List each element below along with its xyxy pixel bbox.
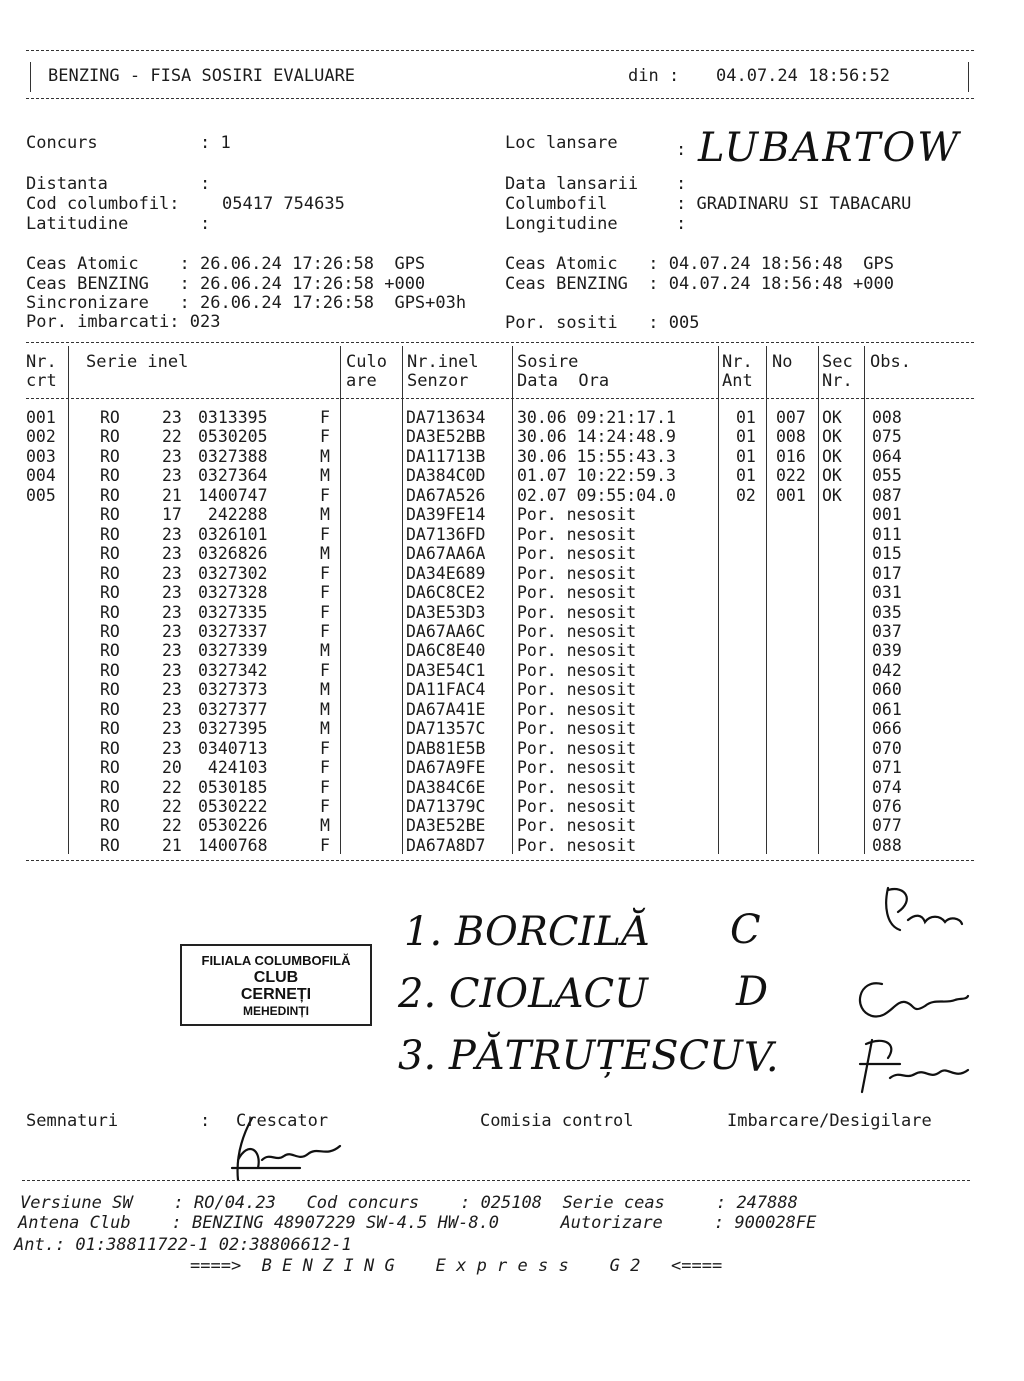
cell-tara: RO [100,777,120,797]
cell-inel: 0327388 [198,446,268,466]
cell-nr-crt: 002 [26,427,56,447]
cell-sex: F [320,835,330,855]
cell-nr-ant: 01 [736,408,756,427]
cell-obs: 076 [872,797,902,816]
th-no: No [772,352,793,372]
cell-an: 23 [162,699,182,719]
club-stamp [180,944,372,1026]
cell-senzor: DA3E52BB [406,427,486,447]
cell-tara: RO [100,485,120,505]
cell-sosire: 30.06 14:24:48.9 [517,427,676,447]
th-sec-nr: Nr. [822,371,853,391]
cell-inel: 0530205 [198,427,268,447]
signature-3 [860,1040,968,1092]
cell-tara: RO [100,660,120,680]
cell-sex: F [320,777,330,797]
cell-sosire: Por. nesosit [517,816,637,836]
loc-lansare-handwritten: LUBARTOW [698,125,961,171]
cell-inel: 0327335 [198,602,268,622]
cell-senzor: DA39FE14 [406,505,486,525]
ceas-atomic-end: Ceas Atomic : 04.07.24 18:56:48 GPS [505,254,894,274]
th-nr-ant: Nr. [722,352,753,372]
cell-senzor: DA11FAC4 [406,680,486,700]
cell-an: 21 [162,485,182,505]
cell-sosire: Por. nesosit [517,524,637,544]
cell-an: 17 [162,505,182,525]
comisia-control-label: Comisia control [480,1111,634,1131]
cell-no: 007 [776,408,806,427]
cell-senzor: DA71379C [406,797,486,816]
cell-sex: M [320,505,330,525]
cell-obs: 055 [872,466,902,486]
handwritten-initial-3: V. [744,1035,779,1081]
cell-an: 23 [162,446,182,466]
cell-no: 016 [776,446,806,466]
cell-sex: F [320,524,330,544]
cell-tara: RO [100,505,120,525]
cell-inel: 1400768 [198,835,268,855]
cell-nr-ant: 02 [736,485,756,505]
cell-sosire: Por. nesosit [517,758,637,778]
cell-obs: 017 [872,563,902,583]
footer-rule [22,1180,970,1181]
signature-2 [860,983,968,1016]
latitudine-value: : [200,214,211,234]
cell-an: 23 [162,738,182,758]
cell-an: 22 [162,816,182,836]
handwritten-name-2: 2. CIOLACU [398,971,648,1017]
cell-sex: M [320,446,330,466]
cell-an: 23 [162,583,182,603]
cell-senzor: DA67A9FE [406,758,486,778]
header-bottom-rule [26,98,974,99]
cell-sosire: 30.06 09:21:17.1 [517,408,676,427]
cell-senzor: DAB81E5B [406,738,486,758]
th-sec: Sec [822,352,853,372]
cell-an: 20 [162,758,182,778]
cell-inel: 0327342 [198,660,268,680]
cell-sosire: Por. nesosit [517,621,637,641]
cell-an: 23 [162,544,182,564]
cell-inel: 0327395 [198,719,268,739]
cell-an: 23 [162,719,182,739]
col-divider [718,346,719,854]
cell-obs: 039 [872,641,902,661]
cell-tara: RO [100,621,120,641]
cell-sosire: Por. nesosit [517,602,637,622]
cell-sosire: Por. nesosit [517,660,637,680]
longitudine-label: Longitudine [505,214,618,234]
data-lansarii-label: Data lansarii [505,174,639,194]
cell-sec: OK [822,427,842,447]
cell-sex: F [320,738,330,758]
cell-obs: 066 [872,719,902,739]
ceas-benzing-end: Ceas BENZING : 04.07.24 18:56:48 +000 [505,274,894,294]
ceas-atomic-start: Ceas Atomic : 26.06.24 17:26:58 GPS [26,254,426,274]
concurs-label: Concurs [26,133,98,153]
cell-inel: 0327364 [198,466,268,486]
cell-sex: F [320,621,330,641]
cell-inel: 0313395 [198,408,268,427]
cell-obs: 064 [872,446,902,466]
cell-tara: RO [100,427,120,447]
th-ant: Ant [722,371,753,391]
cell-inel: 424103 [198,758,268,778]
cell-an: 22 [162,797,182,816]
semnaturi-label: Semnaturi [26,1111,119,1131]
cell-tara: RO [100,797,120,816]
porumbei-sositi: Por. sositi : 005 [505,313,700,333]
cell-sosire: Por. nesosit [517,563,637,583]
cell-senzor: DA67A41E [406,699,486,719]
cell-sex: F [320,485,330,505]
crescator-label: Crescator [236,1111,329,1131]
cell-nr-crt: 001 [26,408,56,427]
imbarcare-label: Imbarcare/Desigilare [727,1111,932,1131]
footer-antena: Antena Club : BENZING 48907229 SW-4.5 HW-8.0 Autorizare : 900028FE [18,1213,817,1233]
cell-senzor: DA6C8CE2 [406,583,486,603]
cell-obs: 011 [872,524,902,544]
concurs-value: : 1 [200,133,231,153]
cell-nr-ant: 01 [736,427,756,447]
cell-tara: RO [100,719,120,739]
stamp-line-1: FILIALA COLUMBOFILĂ [201,953,351,968]
cell-senzor: DA67A526 [406,485,486,505]
cell-tara: RO [100,408,120,427]
cell-inel: 0340713 [198,738,268,758]
cell-sec: OK [822,485,842,505]
ceas-benzing-start: Ceas BENZING : 26.06.24 17:26:58 +000 [26,274,426,294]
cell-senzor: DA3E54C1 [406,660,486,680]
cell-tara: RO [100,602,120,622]
col-divider [864,346,865,854]
cell-inel: 0530185 [198,777,268,797]
th-nr-inel: Nr.inel [407,352,479,372]
footer-brand: ====> B E N Z I N G E x p r e s s G 2 <==== [190,1256,723,1276]
cell-tara: RO [100,758,120,778]
cell-no: 008 [776,427,806,447]
cell-sex: F [320,660,330,680]
cell-senzor: DA384C6E [406,777,486,797]
cell-tara: RO [100,680,120,700]
cell-senzor: DA34E689 [406,563,486,583]
cell-sosire: 30.06 15:55:43.3 [517,446,676,466]
cell-sosire: Por. nesosit [517,738,637,758]
cell-sosire: Por. nesosit [517,505,637,525]
cell-obs: 001 [872,505,902,525]
cell-senzor: DA6C8E40 [406,641,486,661]
signature-1 [886,888,962,930]
distanta-value: : [200,174,211,194]
cell-an: 21 [162,835,182,855]
cell-sex: F [320,797,330,816]
loc-lansare-sep: : [676,140,687,160]
cell-nr-crt: 003 [26,446,56,466]
col-divider [818,346,819,854]
cell-sosire: Por. nesosit [517,544,637,564]
cell-inel: 0530222 [198,797,268,816]
cell-senzor: DA384C0D [406,466,486,486]
cell-senzor: DA67A8D7 [406,835,486,855]
cell-sex: M [320,680,330,700]
columbofil-value: : GRADINARU SI TABACARU [676,194,912,214]
cell-an: 23 [162,621,182,641]
cell-inel: 0530226 [198,816,268,836]
cell-an: 23 [162,563,182,583]
latitudine-label: Latitudine [26,214,129,234]
th-nr: Nr. [26,352,57,372]
cell-senzor: DA713634 [406,408,486,427]
header-left-border [30,62,31,92]
cell-tara: RO [100,544,120,564]
cell-obs: 071 [872,758,902,778]
cell-obs: 088 [872,835,902,855]
porumbei-imbarcati: Por. imbarcati: 023 [26,312,221,332]
cell-nr-crt: 005 [26,485,56,505]
stamp-line-3: CERNEȚI [240,986,312,1003]
cell-sex: M [320,699,330,719]
handwritten-initial-2: D [736,969,769,1015]
cell-tara: RO [100,563,120,583]
cell-inel: 0327302 [198,563,268,583]
footer-ant: Ant.: 01:38811722-1 02:38806612-1 [14,1235,352,1255]
cod-columbofil-label: Cod columbofil: [26,194,180,214]
table-bottom-rule [26,860,974,861]
cell-tara: RO [100,583,120,603]
cell-tara: RO [100,524,120,544]
cell-inel: 0327328 [198,583,268,603]
loc-lansare-label: Loc lansare [505,133,618,153]
col-divider [402,346,403,854]
cell-sosire: Por. nesosit [517,835,637,855]
cell-obs: 077 [872,816,902,836]
cell-inel: 0327377 [198,699,268,719]
cell-senzor: DA67AA6A [406,544,486,564]
cell-nr-ant: 01 [736,466,756,486]
th-obs: Obs. [870,352,911,372]
cell-senzor: DA3E53D3 [406,602,486,622]
cell-sec: OK [822,408,842,427]
cell-obs: 087 [872,485,902,505]
report-date-value: 04.07.24 18:56:52 [716,66,890,86]
cell-obs: 075 [872,427,902,447]
cell-tara: RO [100,699,120,719]
cell-sosire: Por. nesosit [517,797,637,816]
cell-sex: F [320,602,330,622]
cod-columbofil-value: 05417 754635 [222,194,345,214]
data-lansarii-value: : [676,174,687,194]
cell-sex: M [320,641,330,661]
cell-an: 23 [162,466,182,486]
cell-sex: F [320,583,330,603]
cell-sosire: Por. nesosit [517,777,637,797]
th-crt: crt [26,371,57,391]
th-culoare-2: are [346,371,377,391]
cell-senzor: DA7136FD [406,524,486,544]
cell-an: 23 [162,524,182,544]
report-date-label: din : [628,66,680,86]
cell-inel: 0326101 [198,524,268,544]
cell-sex: M [320,816,330,836]
report-title: BENZING - FISA SOSIRI EVALUARE [48,66,356,86]
cell-senzor: DA67AA6C [406,621,486,641]
cell-nr-crt: 004 [26,466,56,486]
cell-sex: F [320,408,330,427]
cell-no: 001 [776,485,806,505]
stamp-line-2: CLUB [253,969,299,986]
cell-sex: F [320,758,330,778]
cell-obs: 042 [872,660,902,680]
cell-inel: 0327373 [198,680,268,700]
cell-senzor: DA3E52BE [406,816,486,836]
cell-inel: 0327339 [198,641,268,661]
cell-sosire: 02.07 09:55:04.0 [517,485,676,505]
cell-sosire: 01.07 10:22:59.3 [517,466,676,486]
handwritten-name-3: 3. PĂTRUȚESCU [398,1033,743,1079]
cell-an: 23 [162,660,182,680]
cell-no: 022 [776,466,806,486]
cell-obs: 061 [872,699,902,719]
th-data-ora: Data Ora [517,371,610,391]
cell-inel: 242288 [198,505,268,525]
th-serie-inel: Serie inel [86,352,189,372]
th-culoare: Culo [346,352,387,372]
stamp-line-4: MEHEDINȚI [243,1004,309,1018]
cell-an: 23 [162,641,182,661]
cell-sec: OK [822,466,842,486]
col-divider [512,346,513,854]
cell-tara: RO [100,816,120,836]
cell-an: 23 [162,408,182,427]
cell-an: 23 [162,602,182,622]
cell-an: 22 [162,777,182,797]
cell-sosire: Por. nesosit [517,641,637,661]
col-divider [766,346,767,854]
header-right-border [968,62,969,92]
cell-senzor: DA11713B [406,446,486,466]
cell-sex: M [320,466,330,486]
cell-inel: 0326826 [198,544,268,564]
col-divider [68,346,69,854]
cell-sosire: Por. nesosit [517,719,637,739]
cell-nr-ant: 01 [736,446,756,466]
th-sosire: Sosire [517,352,579,372]
cell-obs: 035 [872,602,902,622]
table-header-rule [26,398,974,399]
cell-obs: 037 [872,621,902,641]
semnaturi-sep: : [200,1111,211,1131]
longitudine-value: : [676,214,687,234]
cell-sex: F [320,427,330,447]
th-senzor: Senzor [407,371,469,391]
cell-obs: 015 [872,544,902,564]
header-top-rule [26,50,974,51]
distanta-label: Distanta [26,174,108,194]
footer-versiune: Versiune SW : RO/04.23 Cod concurs : 025108 Serie ceas : 247888 [20,1193,798,1213]
cell-tara: RO [100,641,120,661]
cell-sex: M [320,719,330,739]
cell-sosire: Por. nesosit [517,680,637,700]
col-divider [340,346,341,854]
cell-tara: RO [100,446,120,466]
cell-obs: 031 [872,583,902,603]
cell-sosire: Por. nesosit [517,583,637,603]
cell-sex: F [320,563,330,583]
table-top-rule [26,342,974,343]
cell-obs: 074 [872,777,902,797]
cell-tara: RO [100,835,120,855]
cell-senzor: DA71357C [406,719,486,739]
cell-tara: RO [100,738,120,758]
cell-obs: 060 [872,680,902,700]
cell-obs: 008 [872,408,902,427]
columbofil-label: Columbofil [505,194,608,214]
cell-sec: OK [822,446,842,466]
cell-inel: 1400747 [198,485,268,505]
cell-tara: RO [100,466,120,486]
sincronizare: Sincronizare : 26.06.24 17:26:58 GPS+03h [26,293,467,313]
cell-sosire: Por. nesosit [517,699,637,719]
cell-obs: 070 [872,738,902,758]
cell-sex: M [320,544,330,564]
handwritten-name-1: 1. BORCILĂ [404,909,650,955]
cell-inel: 0327337 [198,621,268,641]
cell-an: 23 [162,680,182,700]
cell-an: 22 [162,427,182,447]
handwritten-initial-1: C [730,907,761,953]
